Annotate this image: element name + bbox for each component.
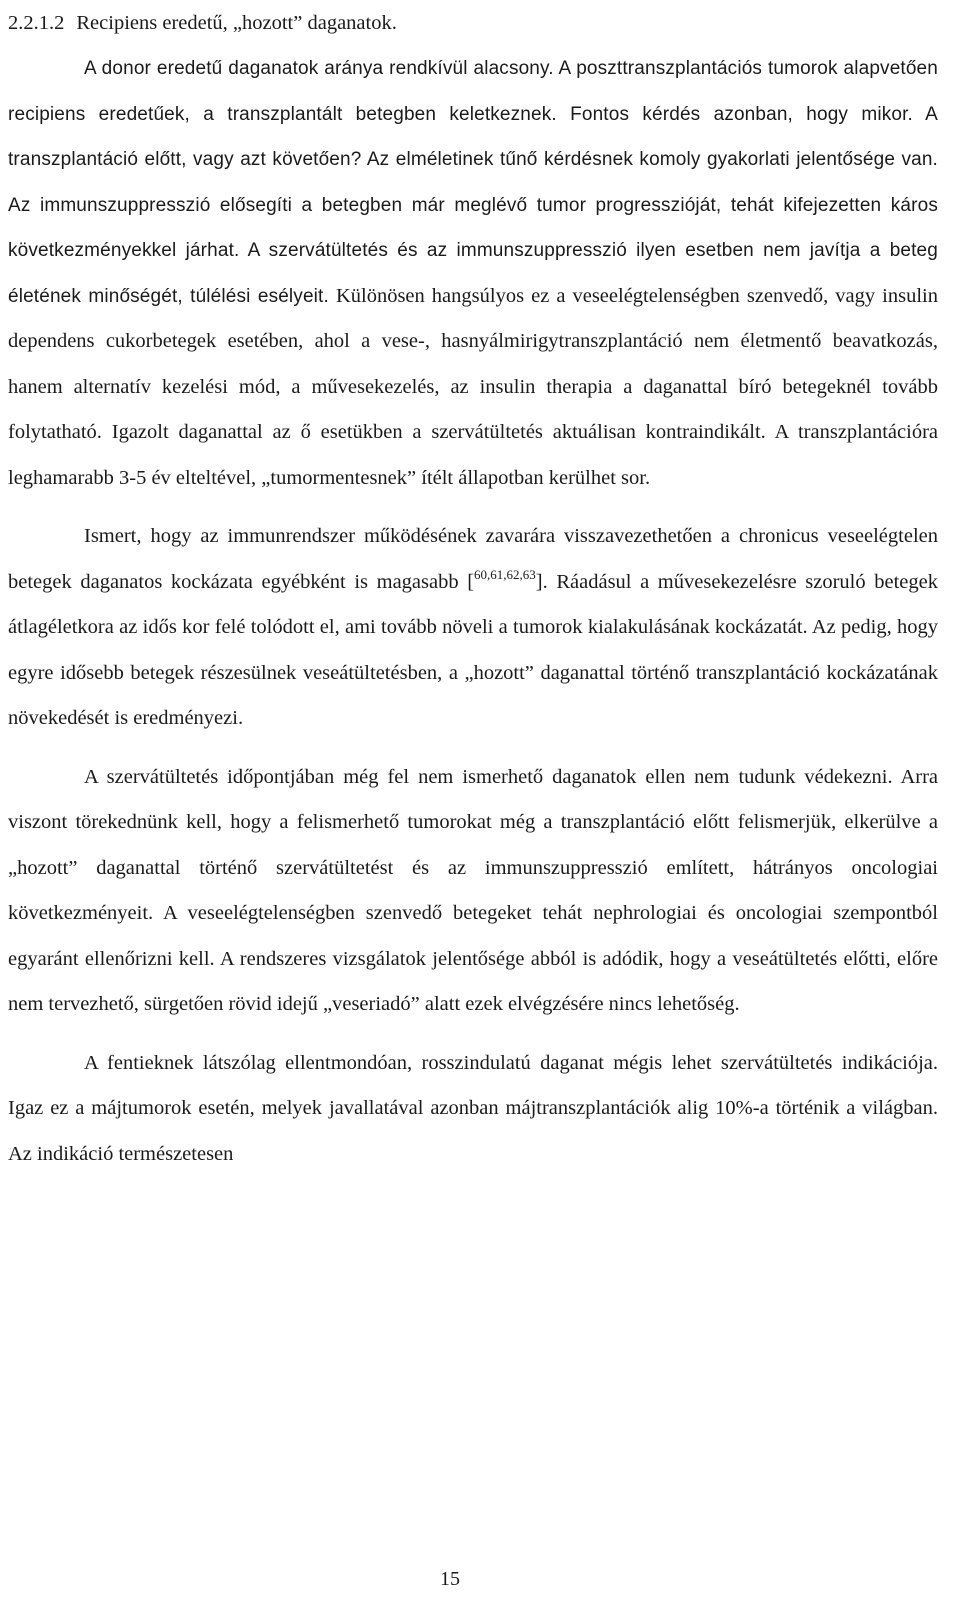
paragraph-2-text-before-citation: Ismert, hogy az immunrendszer működésének zavarára visszavezethetően a chronicus veseelégtelen betegek daganatos kockázata egyébként is magasabb [	[8, 525, 938, 593]
citation-superscript: 60,61,62,63	[474, 566, 536, 582]
section-title: Recipiens eredetű, „hozott” daganatok.	[76, 12, 397, 34]
section-heading	[8, 0, 938, 46]
paragraph-1-part-2: Különösen hangsúlyos ez a veseelégtelenségben szenvedő, vagy insulin dependens cukorbetegek esetében, ahol a vese-, hasnyálmirigytranszplantáció nem életmentő beavatkozás, hanem alternatív kezelési mód, a művesekezelés, az insulin therapia a daganattal bíró betegeknél tovább folytatható. Igazolt daganattal az ő esetükben a szervátültetés aktuálisan kontraindikált. A transzplantációra leghamarabb 3-5 év elteltével, „tumormentesnek” ítélt állapotban kerülhet sor.	[8, 284, 938, 489]
paragraph-2	[8, 514, 938, 742]
paragraph-3: A szervátültetés időpontjában még fel nem ismerhető daganatok ellen nem tudunk védekezni. Arra viszont törekednünk kell, hogy a felismerhető tumorokat még a transzplantáció előtt felismerjük, elkerülve a „hozott” daganattal történő szervátültetést és az immunszuppresszió említett, hátrányos oncologiai következményeit. A veseelégtelenségben szenvedő betegeket tehát nephrologiai és oncologiai szempontból egyaránt ellenőrizni kell. A rendszeres vizsgálatok jelentősége abból is adódik, hogy a veseátültetés előtti, előre nem tervezhető, sürgetően rövid idejű „veseriadó” alatt ezek elvégzésére nincs lehetőség.	[8, 765, 938, 1015]
paragraph-1-part-1: A donor eredetű daganatok aránya rendkívül alacsony. A poszttranszplantációs tumorok alapvetően recipiens eredetűek, a transzplantált betegben keletkeznek. Fontos kérdés azonban, hogy mikor. A transzplantáció előtt, vagy azt követően? Az elméletinek tűnő kérdésnek komoly gyakorlati jelentősége van. Az immunszuppresszió elősegíti a betegben már meglévő tumor progresszióját, tehát kifejezetten káros következményekkel járhat. A szervátültetés és az immunszuppresszió ilyen esetben nem javítja a beteg életének minőségét, túlélési esélyeit.	[8, 58, 938, 307]
page-number: 15	[440, 1568, 460, 1590]
document-page	[8, 0, 938, 1177]
paragraph-2-text-after-citation: ]. Ráadásul a művesekezelésre szoruló betegek átlagéletkora az idős kor felé tolódott el, ami tovább növeli a tumorok kialakulásának kockázatát. Az pedig, hogy egyre idősebb betegek részesülnek veseátültetésben, a „hozott” daganattal történő transzplantáció kockázatának növekedését is eredményezi.	[8, 570, 938, 729]
section-number: 2.2.1.2	[8, 12, 65, 34]
paragraph-1	[8, 46, 938, 501]
paragraph-4: A fentieknek látszólag ellentmondóan, rosszindulatú daganat mégis lehet szervátültetés indikációja. Igaz ez a májtumorok esetén, melyek javallatával azonban májtranszplantációk alig 10%-a történik a világban. Az indikáció természetesen	[8, 1051, 938, 1165]
